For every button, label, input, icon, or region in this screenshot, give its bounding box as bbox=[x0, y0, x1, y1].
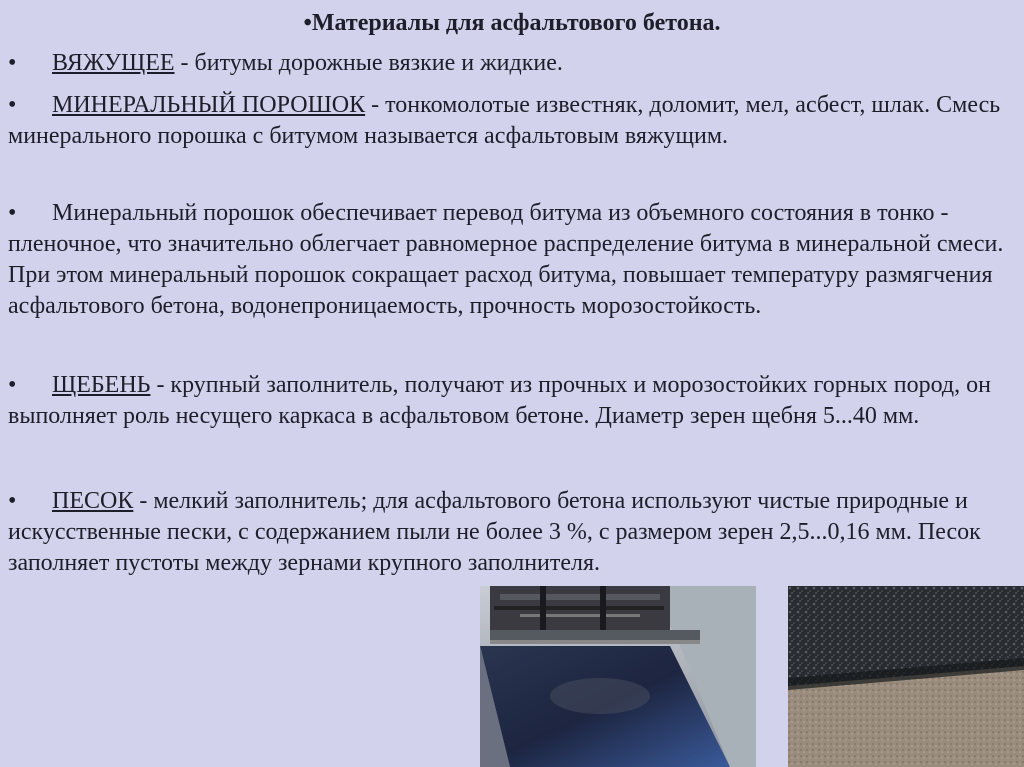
bullet-icon: • bbox=[8, 372, 17, 398]
bullet-icon: • bbox=[8, 200, 17, 226]
text-crushed-stone: - крупный заполнитель, получают из прочных и морозостойких горных пород, он выполняет роль несущего каркаса в асфальтовом бетоне. Диаметр зерен щебня 5...40 мм. bbox=[8, 372, 991, 429]
bullet-item-powder-effect bbox=[8, 198, 1012, 322]
text-binder: - битумы дорожные вязкие и жидкие. bbox=[174, 50, 563, 76]
bullet-item-binder bbox=[8, 48, 1012, 79]
text-powder-effect: Минеральный порошок обеспечивает перевод битума из объемного состояния в тонко - пленочное, что значительно облегчает равномерное распределение битума в минеральной смеси. При этом минеральный порошок сокращает расход битума, повышает температуру размягчения асфальтового бетона, водонепроницаемость, прочность морозостойкость. bbox=[8, 200, 1004, 319]
asphalt-paver-photo bbox=[480, 586, 756, 767]
term-sand: ПЕСОК bbox=[52, 488, 134, 514]
text-mineral-powder: - тонкомолотые известняк, доломит, мел, асбест, шлак. Смесь минерального порошка с битумом называется асфальтовым вяжущим. bbox=[8, 92, 1001, 149]
asphalt-texture-photo bbox=[788, 586, 1024, 767]
slide-title: •Материалы для асфальтового бетона. bbox=[303, 10, 721, 36]
term-crushed-stone: ЩЕБЕНЬ bbox=[52, 372, 151, 398]
term-mineral-powder: МИНЕРАЛЬНЫЙ ПОРОШОК bbox=[52, 92, 366, 118]
bullet-item-crushed-stone bbox=[8, 370, 1012, 432]
term-binder: ВЯЖУЩЕЕ bbox=[52, 50, 175, 76]
bullet-icon: • bbox=[8, 92, 17, 118]
bullet-icon: • bbox=[8, 488, 17, 514]
bullet-item-sand bbox=[8, 486, 1012, 579]
bullet-item-mineral-powder bbox=[8, 90, 1012, 152]
bullet-icon: • bbox=[8, 50, 17, 76]
text-sand: - мелкий заполнитель; для асфальтового бетона используют чистые природные и искусственные пески, с содержанием пыли не более 3 %, с размером зерен 2,5...0,16 мм. Песок заполняет пустоты между зернами крупного заполнителя. bbox=[8, 488, 981, 576]
